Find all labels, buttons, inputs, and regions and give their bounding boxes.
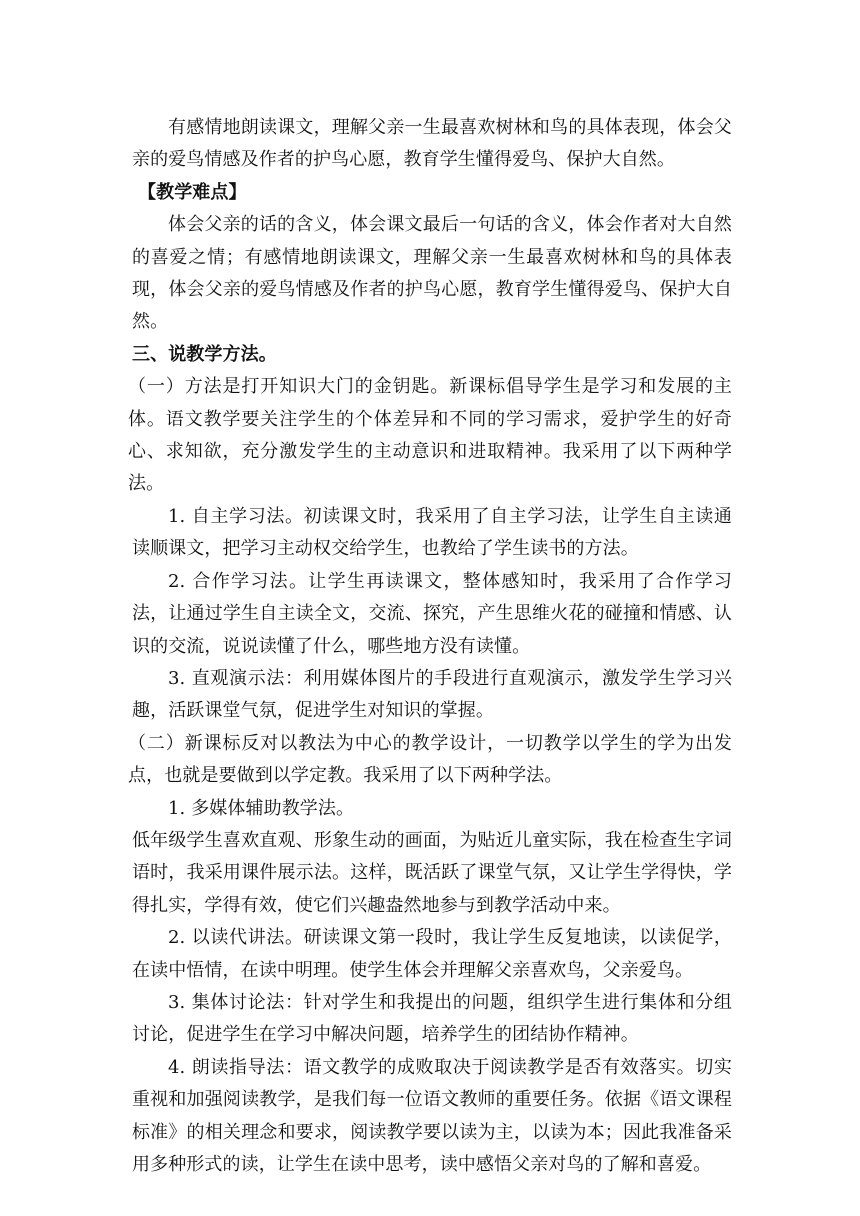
paragraph-multimedia-detail: 低年级学生喜欢直观、形象生动的画面，为贴近儿童实际，我在检查生字词语时，我采用课件展示法。这样，既活跃了课堂气氛，又让学生学得快，学得扎实，学得有效，使它们兴趣盎然地参与到教学活动中来。 [132, 829, 732, 916]
heading-teaching-methods: 三、说教学方法。 [132, 343, 277, 365]
paragraph-methods-part-two: （二）新课标反对以教法为中心的教学设计，一切教学以学生的学为出发点，也就是要做到以学定教。我采用了以下两种学法。 [128, 732, 732, 787]
document-body [128, 112, 732, 1181]
paragraph-read-instead-of-lecture: 2. 以读代讲法。研读课文第一段时，我让学生反复地读，以读促学，在读中悟情，在读中明理。使学生体会并理解父亲喜欢鸟，父亲爱鸟。 [132, 927, 732, 981]
paragraph-multimedia: 1. 多媒体辅助教学法。 [168, 797, 355, 819]
paragraph-visual-demo: 3. 直观演示法：利用媒体图片的手段进行直观演示，激发学生学习兴趣，活跃课堂气氛，促进学生对知识的掌握。 [132, 667, 732, 722]
heading-teaching-difficulty: 【教学难点】 [138, 181, 247, 203]
paragraph-key-points: 有感情地朗读课文，理解父亲一生最喜欢树林和鸟的具体表现，体会父亲的爱鸟情感及作者的护鸟心愿，教育学生懂得爱鸟、保护大自然。 [132, 117, 732, 171]
paragraph-self-study: 1. 自主学习法。初读课文时，我采用了自主学习法，让学生自主读通读顺课文，把学习主动权交给学生，也教给了学生读书的方法。 [132, 505, 732, 560]
paragraph-reading-guidance: 4. 朗读指导法：语文教学的成败取决于阅读教学是否有效落实。切实重视和加强阅读教学，是我们每一位语文教师的重要任务。依据《语文课程标准》的相关理念和要求，阅读教学要以读为主，以读为本；因此我准备采用多种形式的读，让学生在读中思考，读中感悟父亲对鸟的了解和喜爱。 [132, 1056, 732, 1175]
paragraph-group-discussion: 3. 集体讨论法：针对学生和我提出的问题，组织学生进行集体和分组讨论，促进学生在学习中解决问题，培养学生的团结协作精神。 [132, 991, 732, 1046]
paragraph-cooperative-study: 2. 合作学习法。让学生再读课文，整体感知时，我采用了合作学习法，让通过学生自主读全文，交流、探究，产生思维火花的碰撞和情感、认识的交流，说说读懂了什么，哪些地方没有读懂。 [132, 570, 732, 657]
paragraph-difficulty: 体会父亲的话的含义，体会课文最后一句话的含义，体会作者对大自然的喜爱之情；有感情地朗读课文，理解父亲一生最喜欢树林和鸟的具体表现，体会父亲的爱鸟情感及作者的护鸟心愿，教育学生懂得爱鸟、保护大自然。 [132, 214, 732, 333]
paragraph-methods-part-one: （一）方法是打开知识大门的金钥匙。新课标倡导学生是学习和发展的主体。语文教学要关注学生的个体差异和不同的学习需求，爱护学生的好奇心、求知欲，充分激发学生的主动意识和进取精神。我采用了以下两种学法。 [128, 376, 732, 495]
